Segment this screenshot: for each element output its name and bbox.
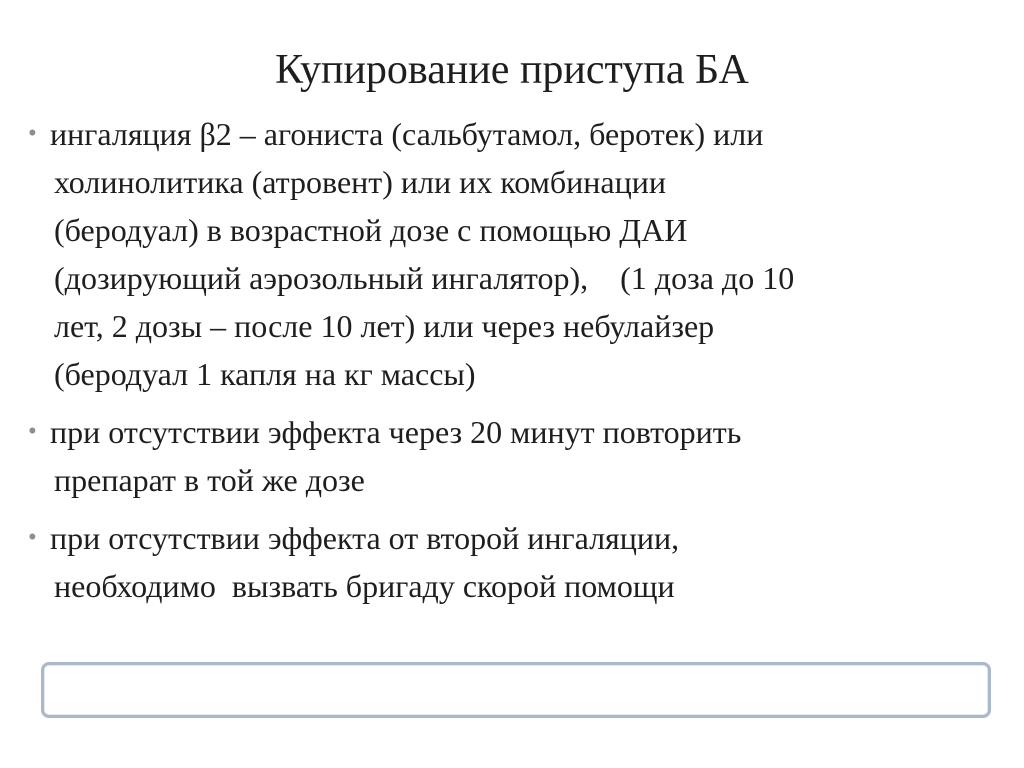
bullet-list (20, 110, 990, 620)
bullet-text-line: (беродуал) в возрастной дозе с помощью ДАИ (54, 212, 688, 248)
bullet-text-line: препарат в той же дозе (54, 462, 365, 498)
bullet-dot-icon: • (28, 524, 37, 551)
bullet-text-line: необходимо вызвать бригаду скорой помощи (54, 568, 675, 604)
bullet-item-inhalation (20, 110, 990, 398)
bullet-item-ambulance (20, 514, 990, 610)
bullet-dot-icon: • (28, 418, 37, 445)
slide-title: Купирование приступа БА (275, 47, 749, 93)
bullet-text-line: ингаляция β2 – агониста (сальбутамол, беротек) или (50, 116, 764, 152)
empty-text-box (41, 662, 991, 718)
bullet-text-line: (беродуал 1 капля на кг массы) (54, 356, 476, 392)
bullet-text-line: при отсутствии эффекта через 20 минут повторить (50, 414, 742, 450)
bullet-dot-icon: • (28, 120, 37, 147)
bullet-item-repeat (20, 408, 990, 504)
bullet-text-line: лет, 2 дозы – после 10 лет) или через небулайзер (54, 308, 715, 344)
bullet-text-line: при отсутствии эффекта от второй ингаляции, (50, 520, 680, 556)
bullet-text-line: (дозирующий аэрозольный ингалятор), (1 доза до 10 (54, 260, 795, 296)
bullet-text-line: холинолитика (атровент) или их комбинации (54, 164, 666, 200)
